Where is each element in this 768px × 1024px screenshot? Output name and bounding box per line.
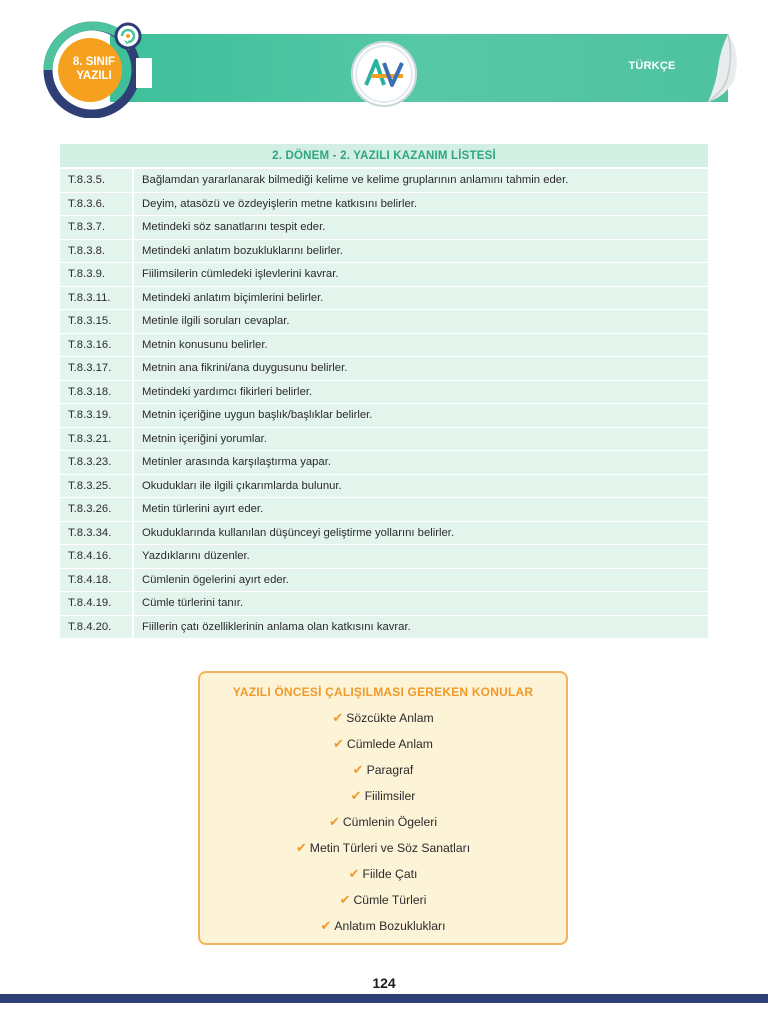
table-row bbox=[60, 545, 708, 569]
list-item bbox=[200, 840, 566, 866]
table-row bbox=[60, 568, 708, 592]
outcome-description: Metinle ilgili soruları cevaplar. bbox=[133, 310, 708, 334]
outcome-code: T.8.3.18. bbox=[60, 380, 133, 404]
page-number: 124 bbox=[372, 975, 396, 991]
outcome-description: Bağlamdan yararlanarak bilmediği kelime ve kelime gruplarının anlamını tahmin eder. bbox=[133, 168, 708, 192]
outcome-code: T.8.3.15. bbox=[60, 310, 133, 334]
outcome-code: T.8.3.16. bbox=[60, 333, 133, 357]
topic-label: Paragraf bbox=[366, 763, 414, 777]
table-row bbox=[60, 451, 708, 475]
list-item bbox=[200, 762, 566, 788]
outcome-code: T.8.3.26. bbox=[60, 498, 133, 522]
table-row bbox=[60, 168, 708, 192]
list-item bbox=[200, 866, 566, 892]
table-row bbox=[60, 380, 708, 404]
footer-bar bbox=[0, 994, 768, 1003]
outcome-description: Metnin içeriğini yorumlar. bbox=[133, 427, 708, 451]
list-item bbox=[200, 892, 566, 918]
table-row bbox=[60, 192, 708, 216]
outcome-description: Metindeki anlatım biçimlerini belirler. bbox=[133, 286, 708, 310]
outcome-description: Deyim, atasözü ve özdeyişlerin metne katkısını belirler. bbox=[133, 192, 708, 216]
list-item bbox=[200, 814, 566, 840]
outcome-code: T.8.3.19. bbox=[60, 404, 133, 428]
outcome-description: Yazdıklarını düzenler. bbox=[133, 545, 708, 569]
outcome-description: Okuduklarında kullanılan düşünceyi geliştirme yollarını belirler. bbox=[133, 521, 708, 545]
table-row bbox=[60, 357, 708, 381]
page-curl-icon bbox=[690, 34, 744, 102]
topic-label: Cümlenin Ögeleri bbox=[342, 815, 438, 829]
check-icon: ✔ bbox=[350, 788, 362, 803]
check-icon: ✔ bbox=[320, 918, 332, 933]
outcomes-table bbox=[60, 144, 708, 639]
table-row bbox=[60, 286, 708, 310]
outcome-code: T.8.3.5. bbox=[60, 168, 133, 192]
table-title: 2. DÖNEM - 2. YAZILI KAZANIM LİSTESİ bbox=[60, 144, 708, 168]
subject-label: TÜRKÇE bbox=[628, 60, 676, 72]
outcome-description: Cümle türlerini tanır. bbox=[133, 592, 708, 616]
outcome-description: Metnin ana fikrini/ana duygusunu belirler. bbox=[133, 357, 708, 381]
outcome-description: Metnin konusunu belirler. bbox=[133, 333, 708, 357]
outcome-code: T.8.3.6. bbox=[60, 192, 133, 216]
outcome-rows bbox=[60, 168, 708, 639]
table-row bbox=[60, 615, 708, 639]
check-icon: ✔ bbox=[352, 762, 364, 777]
outcome-code: T.8.3.11. bbox=[60, 286, 133, 310]
list-item bbox=[200, 788, 566, 814]
outcome-code: T.8.3.34. bbox=[60, 521, 133, 545]
av-logo-icon bbox=[351, 41, 417, 107]
outcome-description: Fiilimsilerin cümledeki işlevlerini kavrar. bbox=[133, 263, 708, 287]
outcome-code: T.8.4.16. bbox=[60, 545, 133, 569]
grade-badge-text bbox=[58, 55, 130, 83]
check-icon: ✔ bbox=[348, 866, 360, 881]
topic-label: Cümlede Anlam bbox=[346, 737, 433, 751]
outcome-description: Metindeki söz sanatlarını tespit eder. bbox=[133, 216, 708, 240]
topic-label: Fiilde Çatı bbox=[362, 867, 418, 881]
table-row bbox=[60, 216, 708, 240]
outcome-code: T.8.3.23. bbox=[60, 451, 133, 475]
list-item bbox=[200, 710, 566, 736]
check-icon: ✔ bbox=[333, 736, 344, 751]
table-row bbox=[60, 521, 708, 545]
outcome-code: T.8.4.20. bbox=[60, 615, 133, 639]
table-row bbox=[60, 498, 708, 522]
table-row bbox=[60, 592, 708, 616]
outcome-code: T.8.3.21. bbox=[60, 427, 133, 451]
table-row bbox=[60, 404, 708, 428]
table-row bbox=[60, 474, 708, 498]
table-row bbox=[60, 427, 708, 451]
outcome-description: Metinler arasında karşılaştırma yapar. bbox=[133, 451, 708, 475]
outcome-description: Metin türlerini ayırt eder. bbox=[133, 498, 708, 522]
topic-label: Cümle Türleri bbox=[353, 893, 427, 907]
outcome-code: T.8.3.9. bbox=[60, 263, 133, 287]
outcome-code: T.8.4.19. bbox=[60, 592, 133, 616]
list-item bbox=[200, 918, 566, 944]
table-row bbox=[60, 333, 708, 357]
outcome-description: Okudukları ile ilgili çıkarımlarda bulunur. bbox=[133, 474, 708, 498]
check-icon: ✔ bbox=[295, 840, 307, 855]
outcome-code: T.8.4.18. bbox=[60, 568, 133, 592]
badge-line-1: 8. SINIF bbox=[72, 56, 116, 68]
topics-title: YAZILI ÖNCESİ ÇALIŞILMASI GEREKEN KONULAR bbox=[232, 685, 534, 699]
outcome-code: T.8.3.25. bbox=[60, 474, 133, 498]
outcome-code: T.8.3.7. bbox=[60, 216, 133, 240]
check-icon: ✔ bbox=[339, 892, 351, 907]
badge-line-2: YAZILI bbox=[76, 70, 112, 82]
outcome-description: Cümlenin ögelerini ayırt eder. bbox=[133, 568, 708, 592]
list-item bbox=[200, 736, 566, 762]
outcome-code: T.8.3.8. bbox=[60, 239, 133, 263]
outcome-description: Metindeki yardımcı fikirleri belirler. bbox=[133, 380, 708, 404]
outcome-description: Fiillerin çatı özelliklerinin anlama olan katkısını kavrar. bbox=[133, 615, 708, 639]
outcome-description: Metnin içeriğine uygun başlık/başlıklar belirler. bbox=[133, 404, 708, 428]
outcome-code: T.8.3.17. bbox=[60, 357, 133, 381]
topic-label: Fiilimsiler bbox=[364, 789, 416, 803]
topics-box bbox=[198, 671, 568, 945]
outcome-description: Metindeki anlatım bozukluklarını belirler. bbox=[133, 239, 708, 263]
topic-label: Anlatım Bozuklukları bbox=[334, 919, 446, 933]
topic-label: Metin Türleri ve Söz Sanatları bbox=[309, 841, 471, 855]
check-icon: ✔ bbox=[332, 710, 344, 725]
topics-list bbox=[200, 710, 566, 944]
table-row bbox=[60, 310, 708, 334]
table-row bbox=[60, 239, 708, 263]
table-row bbox=[60, 263, 708, 287]
check-icon: ✔ bbox=[328, 814, 340, 829]
topic-label: Sözcükte Anlam bbox=[346, 711, 434, 725]
